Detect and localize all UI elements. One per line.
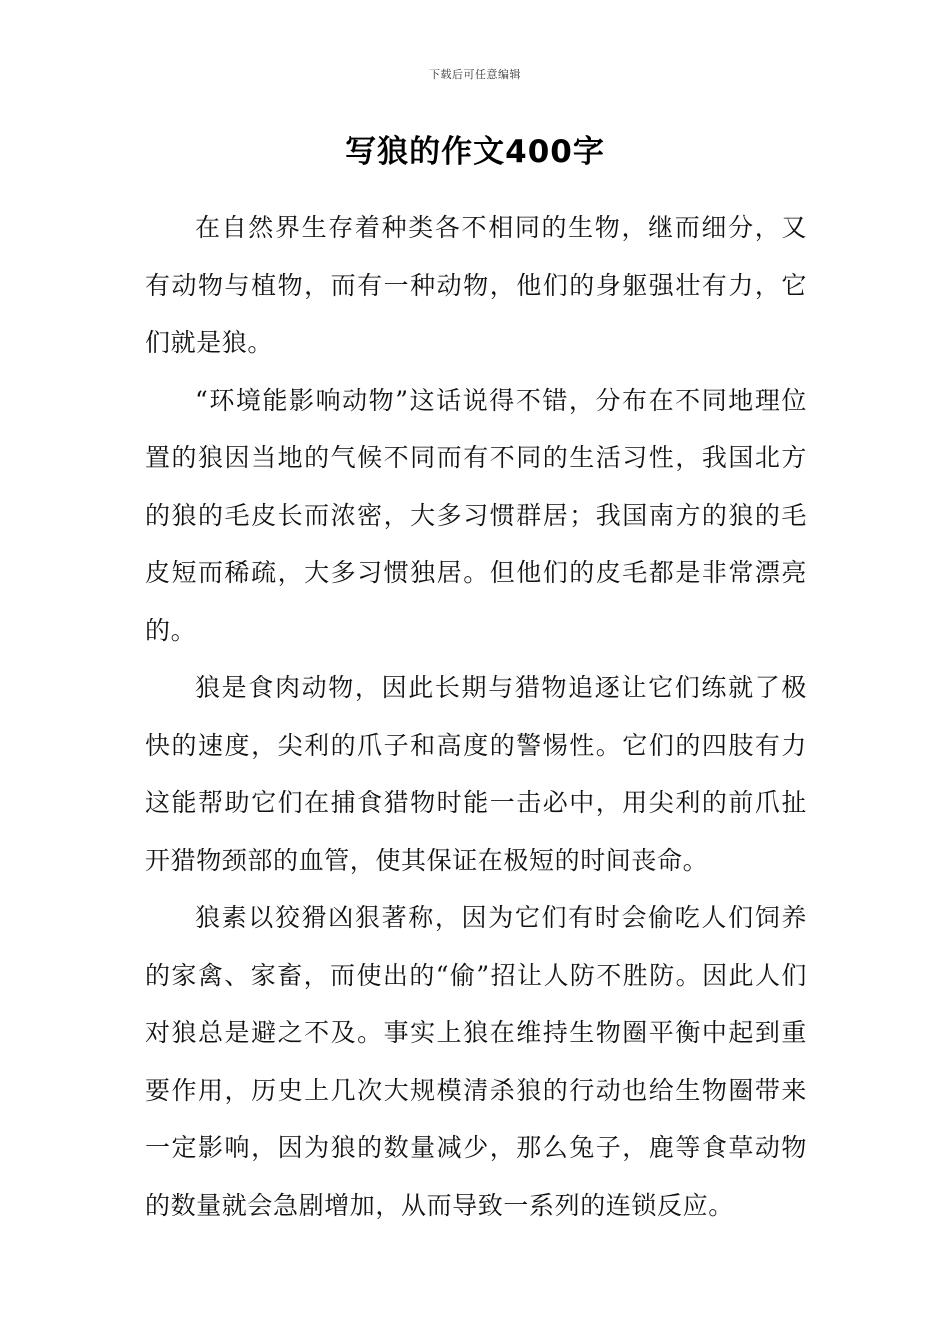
paragraph: “环境能影响动物”这话说得不错，分布在不同地理位置的狼因当地的气候不同而有不同的生活习性，我国北方的狼的毛皮长而浓密，大多习惯群居；我国南方的狼的毛皮短而稀疏，大多习惯独居。但他们的皮毛都是非常漂亮的。 [145,385,807,645]
essay-body [145,199,807,1234]
page-title: 写狼的作文400字 [345,134,605,170]
paragraph: 在自然界生存着种类各不相同的生物，继而细分，又有动物与植物，而有一种动物，他们的身躯强壮有力，它们就是狼。 [145,213,807,357]
paragraph: 狼是食肉动物，因此长期与猎物追逐让它们练就了极快的速度，尖利的爪子和高度的警惕性。它们的四肢有力这能帮助它们在捕食猎物时能一击必中，用尖利的前爪扯开猎物颈部的血管，使其保证在极短的时间丧命。 [145,673,807,875]
paragraph: 狼素以狡猾凶狠著称，因为它们有时会偷吃人们饲养的家禽、家畜，而使出的“偷”招让人防不胜防。因此人们对狼总是避之不及。事实上狼在维持生物圈平衡中起到重要作用，历史上几次大规模清杀狼的行动也给生物圈带来一定影响，因为狼的数量减少，那么兔子，鹿等食草动物的数量就会急剧增加，从而导致一系列的连锁反应。 [145,903,807,1220]
header-note: 下载后可任意编辑 [429,68,521,81]
